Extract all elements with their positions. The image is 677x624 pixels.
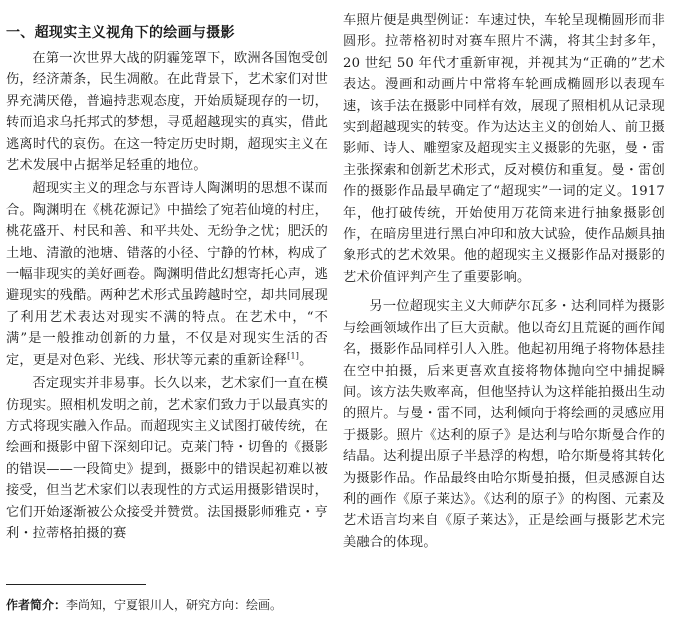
footnote-label: 作者简介： — [6, 598, 67, 612]
paragraph-man-ray: 车照片便是典型例证：车速过快，车轮呈现椭圆形而非圆形。拉蒂格初时对赛车照片不满，将其尘封多年，20 世纪 50 年代才重新审视，并视其为“正确的”艺术表达。漫画和动画片中常将车轮画成椭圆形以表现车速，该手法在摄影中同样有效，展现了照相机从记录现实到超越现实的转变。作为达达主义的创始人、前卫摄影师、诗人、雕塑家及超现实主义摄影的先驱，曼・雷主张探索和创新艺术形式，反对模仿和重复。曼・雷创作的摄影作品最早确定了“超现实”一词的定义。1917 年，他打破传统，开始使用万花筒来进行抽象摄影创作，在暗房里进行黑白冲印和放大试验，使作品颇具抽象形式的艺术效果。他的超现实主义摄影作品对摄影的艺术价值评判产生了重要影响。 — [343, 13, 665, 285]
left-column — [6, 10, 328, 544]
paragraph-negating-reality: 否定现实并非易事。长久以来，艺术家们一直在模仿现实。照相机发明之前，艺术家们致力于以最真实的方式将现实融入作品。而超现实主义试图打破传统，在绘画和摄影中留下深刻印记。克莱门特・切鲁的《摄影的错误——一段简史》提到，摄影中的错误起初难以被接受，但当艺术家们以表现性的方式运用摄影错误时，它们开始逐渐被公众接受并赞赏。法国摄影师雅克・亨利・拉蒂格拍摄的赛 — [6, 376, 328, 541]
section-title: 一、超现实主义视角下的绘画与摄影 — [6, 25, 235, 41]
footnote-text: 李尚知，宁夏银川人，研究方向：绘画。 — [66, 598, 283, 612]
paragraph-tao-yuanming-end: 。 — [299, 352, 313, 368]
paragraph-intro: 在第一次世界大战的阴霾笼罩下，欧洲各国饱受创伤，经济萧条，民生凋敝。在此背景下，艺术家们对世界充满厌倦，普遍持悲观态度，开始质疑现存的一切，转而追求乌托邦式的梦想，寻觅超越现实的真实，借此逃离时代的哀伤。在这一特定历史时期，超现实主义在艺术发展中占据举足轻重的地位。 — [6, 51, 328, 174]
paragraph-dali: 另一位超现实主义大师萨尔瓦多・达利同样为摄影与绘画领域作出了巨大贡献。他以奇幻且荒诞的画作闻名，摄影作品同样引人入胜。他起初用绳子将物体悬挂在空中拍摄，后来更喜欢直接将物体抛向空中捕捉瞬间。该方法失败率高，但他坚持认为这样能拍摄出生动的照片。与曼・雷不同，达利倾向于将绘画的灵感应用于摄影。照片《达利的原子》是达利与哈尔斯曼合作的结晶。达利提出原子半悬浮的构想，哈尔斯曼将其转化为摄影作品。作品最终由哈尔斯曼拍摄，但灵感源自达利的画作《原子莱达》。《达利的原子》的构图、元素及艺术语言均来自《原子莱达》，正是绘画与摄影艺术完美融合的体现。 — [343, 299, 665, 550]
paragraph-tao-yuanming — [6, 178, 328, 371]
paragraph-tao-yuanming-text: 超现实主义的理念与东晋诗人陶渊明的思想不谋而合。陶渊明在《桃花源记》中描绘了宛若仙境的村庄，桃花盛开、村民和善、和平共处、无纷争之忧；肥沃的土地、清澈的池塘、错落的小径、宁静的竹林，构成了一幅非现实的美好画卷。陶渊明借此幻想寄托心声，逃避现实的残酷。两种艺术形式虽跨越时空，却共同展现了利用艺术表达对现实不满的特点。在艺术中，“不满”是一般推动创新的力量，不仅是对现实生活的否定，更是对色彩、光线、形状等元素的重新诠释 — [6, 181, 328, 368]
citation-ref: [1] — [287, 351, 300, 361]
right-column — [343, 10, 665, 553]
author-footnote — [6, 596, 666, 614]
footnote-divider — [6, 584, 146, 585]
